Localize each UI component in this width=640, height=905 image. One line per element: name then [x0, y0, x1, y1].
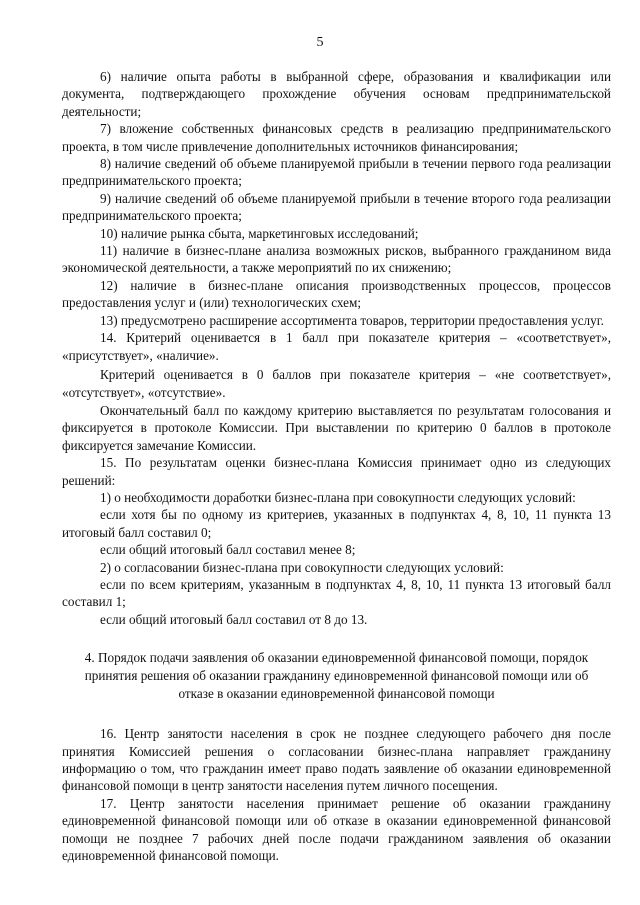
paragraph-criterion-10: 10) наличие рынка сбыта, маркетинговых исследований; — [100, 225, 419, 241]
paragraph-criterion-6: 6) наличие опыта работы в выбранной сфере, образования и квалификации или документа, подтверждающего прохождение обучения основам предпринимательской деятельности; — [62, 69, 611, 119]
paragraph-final-score: Окончательный балл по каждому критерию выставляется по результатам голосования и фиксируется в протоколе Комиссии. При выставлении по критерию 0 баллов в протоколе фиксируется замечание Комиссии. — [62, 402, 611, 453]
section-heading — [62, 649, 611, 703]
paragraph-criterion-11: 11) наличие в бизнес-плане анализа возможных рисков, выбранного гражданином вида экономической деятельности, а также мероприятий по их снижению; — [62, 243, 611, 276]
paragraph-decision-approve: 2) о согласовании бизнес-плана при совокупности следующих условий: — [100, 559, 504, 575]
paragraph-criterion-13: 13) предусмотрено расширение ассортимента товаров, территории предоставления услуг. — [100, 312, 604, 328]
paragraph-criterion-9: 9) наличие сведений об объеме планируемой прибыли в течение второго года реализации предпринимательского проекта; — [62, 190, 611, 224]
section-heading-line: принятия решения об оказании гражданину единовременной финансовой помощи или об — [84, 668, 589, 684]
section-heading-line: отказе в оказании единовременной финансовой помощи — [178, 686, 495, 702]
paragraph-item-14: 14. Критерий оценивается в 1 балл при показателе критерия – «соответствует», «присутствует», «наличие». — [62, 330, 611, 364]
paragraph-zero-points: Критерий оценивается в 0 баллов при показателе критерия – «не соответствует», «отсутствует», «отсутствие». — [62, 366, 611, 400]
page-number: 5 — [316, 35, 324, 50]
paragraph-condition-8-to-13: если общий итоговый балл составил от 8 до 13. — [100, 611, 368, 627]
paragraph-condition-all-one: если по всем критериям, указанным в подпунктах 4, 8, 10, 11 пункта 13 итоговый балл составил 1; — [62, 576, 611, 610]
paragraph-item-17: 17. Центр занятости населения принимает решение об оказании гражданину единовременной финансовой помощи или об отказе в оказании единовременной финансовой помощи не позднее 7 рабочих дней после подачи гражданином заявления об оказании единовременной финансовой помощи. — [62, 795, 611, 864]
paragraph-criterion-8: 8) наличие сведений об объеме планируемой прибыли в течении первого года реализации предпринимательского проекта; — [62, 156, 611, 189]
paragraph-decision-rework: 1) о необходимости доработки бизнес-плана при совокупности следующих условий: — [100, 489, 576, 505]
paragraph-item-15: 15. По результатам оценки бизнес-плана Комиссия принимает одно из следующих решений: — [62, 455, 611, 488]
paragraph-item-16: 16. Центр занятости населения в срок не позднее следующего рабочего дня после принятия Комиссией решения о согласовании бизнес-плана направляет гражданину информацию о том, что гражданин имеет право подать заявление об оказании единовременной финансовой помощи в центр занятости населения путем личного посещения. — [62, 726, 611, 794]
section-heading-line: 4. Порядок подачи заявления об оказании единовременной финансовой помощи, порядок — [84, 650, 589, 666]
paragraph-criterion-7: 7) вложение собственных финансовых средств в реализацию предпринимательского проекта, в том числе привлечение дополнительных источников финансирования; — [62, 121, 611, 154]
paragraph-condition-any-zero: если хотя бы по одному из критериев, указанных в подпунктах 4, 8, 10, 11 пункта 13 итоговый балл составил 0; — [62, 507, 611, 540]
paragraph-condition-less-8: если общий итоговый балл составил менее 8; — [100, 542, 356, 558]
paragraph-criterion-12: 12) наличие в бизнес-плане описания производственных процессов, процессов предоставления услуг и (или) технологических схем; — [62, 277, 611, 311]
document-body — [62, 68, 611, 864]
